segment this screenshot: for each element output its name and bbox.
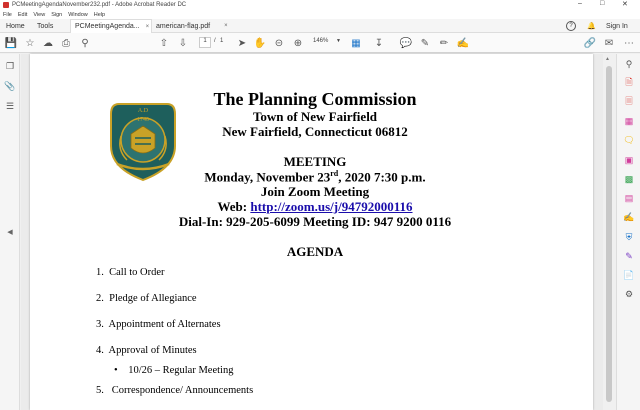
zoom-level[interactable]: 146%	[313, 38, 329, 44]
email-icon[interactable]: ✉	[604, 37, 614, 49]
minimize-button[interactable]: –	[578, 0, 582, 7]
scrollbar-thumb[interactable]	[606, 66, 612, 402]
agenda-item	[96, 267, 165, 278]
item-text: Pledge of Allegiance	[109, 293, 197, 304]
hand-tool-icon[interactable]: ✋	[253, 37, 267, 49]
create-pdf-icon[interactable]: 🗎	[625, 77, 633, 87]
sign-in-button[interactable]: Sign In	[606, 22, 628, 30]
page-number-input[interactable]: 1	[199, 37, 211, 48]
agenda-heading: AGENDA	[286, 244, 344, 259]
web-line	[150, 199, 480, 215]
compress-pdf-icon[interactable]: ▤	[624, 192, 634, 203]
item-number: 5.	[96, 385, 104, 396]
scroll-up-icon[interactable]: ▲	[605, 56, 610, 62]
previous-page-icon[interactable]: ⇧	[159, 37, 169, 49]
close-tab-icon[interactable]: ×	[145, 23, 150, 30]
upload-cloud-icon[interactable]: ☁	[43, 37, 53, 49]
menu-file[interactable]: File	[3, 11, 12, 18]
tab-document-agenda[interactable]	[70, 19, 152, 33]
page-fit-icon[interactable]: ▦	[351, 37, 361, 49]
bookmark-star-icon[interactable]: ☆	[25, 37, 35, 49]
bullet-icon: •	[114, 365, 118, 376]
maximize-button[interactable]: □	[600, 0, 605, 7]
document-title: The Planning Commission	[213, 89, 417, 109]
zoom-join-text: Join Zoom Meeting	[260, 184, 370, 199]
toolbar	[0, 33, 640, 53]
attachments-icon[interactable]: 📎	[4, 80, 16, 91]
item-text: Appointment of Alternates	[108, 319, 221, 330]
page-total: 1	[220, 38, 224, 44]
tab-bar	[0, 19, 640, 33]
date-suffix: rd	[330, 169, 339, 178]
share-tool-icon[interactable]: 📄	[623, 269, 635, 280]
agenda-item	[96, 293, 197, 304]
more-tools-icon[interactable]: ⚙	[624, 288, 634, 299]
export-pdf-icon[interactable]: 🗏	[625, 96, 633, 106]
seal-lettering: A.D	[137, 108, 149, 114]
help-icon[interactable]: ?	[566, 21, 576, 31]
menu-sign[interactable]: Sign	[51, 11, 63, 18]
next-page-icon[interactable]: ⇩	[178, 37, 188, 49]
organize-pages-icon[interactable]: ▣	[624, 154, 634, 165]
acrobat-icon	[3, 2, 9, 8]
item-number: 2.	[96, 293, 104, 304]
left-navigation-pane	[0, 54, 20, 410]
item-text: Call to Order	[109, 267, 165, 278]
zoom-out-icon[interactable]: ⊝	[274, 37, 284, 49]
scroll-mode-icon[interactable]: ↧	[374, 37, 384, 49]
menu-bar	[0, 10, 640, 19]
fill-and-sign-icon[interactable]: ✍	[623, 211, 635, 222]
meeting-heading: MEETING	[283, 154, 347, 169]
share-link-icon[interactable]: 🔗	[583, 37, 597, 49]
tab-document-flag[interactable]	[156, 19, 246, 33]
print-icon[interactable]: ⎙	[62, 37, 70, 49]
item-number: 1.	[96, 267, 104, 278]
layers-icon[interactable]: ☰	[5, 100, 15, 111]
agenda-subitem	[114, 365, 233, 376]
comment-tool-icon[interactable]: 🗨	[623, 134, 635, 145]
close-tab-icon[interactable]: ×	[224, 23, 228, 29]
expand-left-pane-icon[interactable]: ◀	[7, 229, 13, 236]
highlight-pen-icon[interactable]: ✎	[420, 37, 430, 49]
agenda-item	[96, 319, 221, 330]
tab-tools[interactable]: Tools	[37, 22, 54, 30]
item-number: 3.	[96, 319, 104, 330]
pdf-page	[30, 54, 593, 410]
close-window-button[interactable]: ✕	[622, 1, 628, 8]
meeting-date	[150, 169, 480, 185]
window-title: PCMeetingAgendaNovember232.pdf - Adobe Acrobat Reader DC	[12, 2, 187, 8]
zoom-dropdown-icon[interactable]: ▼	[336, 38, 341, 44]
town-name: Town of New Fairfield	[252, 109, 378, 124]
tab-label: american-flag.pdf	[156, 22, 211, 30]
zoom-meeting-link[interactable]: http://zoom.us/j/94792000116	[250, 199, 413, 214]
bell-icon[interactable]: 🔔	[587, 23, 596, 30]
save-icon[interactable]: 💾	[4, 37, 18, 49]
fill-sign-icon[interactable]: ✍	[456, 37, 470, 49]
protect-icon[interactable]: ⛨	[625, 231, 633, 242]
menu-help[interactable]: Help	[93, 11, 106, 18]
edit-pdf-icon[interactable]: ▦	[624, 115, 634, 126]
date-time: , 2020 7:30 p.m.	[338, 169, 426, 185]
title-bar	[0, 0, 640, 10]
page-separator: /	[214, 38, 216, 44]
page-thumbnails-icon[interactable]: ❐	[5, 60, 15, 71]
draw-icon[interactable]: ✏	[439, 37, 449, 49]
menu-window[interactable]: Window	[68, 11, 88, 18]
zoom-in-icon[interactable]: ⊕	[293, 37, 303, 49]
date-text: Monday, November 23	[204, 169, 331, 185]
menu-view[interactable]: View	[33, 11, 46, 18]
web-label: Web:	[217, 199, 251, 214]
town-location: New Fairfield, Connecticut 06812	[222, 124, 408, 139]
more-options-icon[interactable]: ⋯	[624, 37, 634, 49]
comment-icon[interactable]: 💬	[399, 37, 413, 49]
menu-edit[interactable]: Edit	[17, 11, 28, 18]
tab-home[interactable]: Home	[6, 22, 25, 30]
right-tools-pane	[616, 54, 640, 410]
search-icon[interactable]: ⚲	[81, 37, 89, 49]
vertical-scrollbar[interactable]	[603, 54, 615, 410]
send-for-signature-icon[interactable]: ✎	[625, 250, 633, 261]
seal-year: 1740	[137, 117, 149, 123]
scan-ocr-icon[interactable]: ▩	[624, 173, 634, 184]
search-tool-icon[interactable]: ⚲	[625, 58, 633, 69]
agenda-item	[96, 345, 197, 356]
item-text: Approval of Minutes	[108, 345, 197, 356]
select-cursor-icon[interactable]: ➤	[237, 37, 247, 49]
tab-label: PCMeetingAgenda...	[75, 23, 140, 30]
subitem-text: 10/26 – Regular Meeting	[128, 365, 234, 376]
item-text: Correspondence/ Announcements	[111, 385, 254, 396]
item-number: 4.	[96, 345, 104, 356]
dial-in-info: Dial-In: 929-205-6099 Meeting ID: 947 9200 0116	[178, 214, 452, 229]
agenda-item	[96, 385, 253, 396]
